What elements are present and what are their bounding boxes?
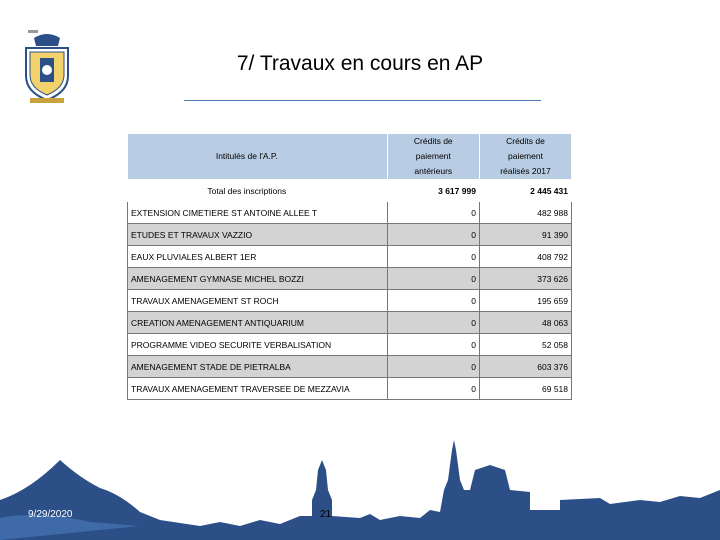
row-label: EAUX PLUVIALES ALBERT 1ER: [128, 246, 388, 268]
column-header-realised: [479, 134, 571, 180]
column-header-prior-line: paiement: [415, 151, 451, 161]
title-divider: [184, 100, 541, 101]
table-row: [128, 334, 572, 356]
table-row: [128, 246, 572, 268]
table-row: [128, 268, 572, 290]
column-header-prior-line: antérieurs: [414, 166, 453, 176]
column-header-label: Intitulés de l'A.P.: [128, 134, 388, 180]
table-row: [128, 312, 572, 334]
row-prior: 0: [387, 268, 479, 290]
row-prior: 0: [387, 224, 479, 246]
ap-table: [127, 133, 572, 400]
total-label: Total des inscriptions: [128, 180, 388, 202]
page-title: 7/ Travaux en cours en AP: [236, 52, 484, 75]
row-prior: 0: [387, 334, 479, 356]
footer-date: 9/29/2020: [28, 509, 73, 520]
row-prior: 0: [387, 202, 479, 224]
city-crest-icon: [20, 28, 74, 104]
row-label: AMENAGEMENT STADE DE PIETRALBA: [128, 356, 388, 378]
page-number: 21: [320, 509, 332, 520]
total-prior: 3 617 999: [387, 180, 479, 202]
row-realised: 195 659: [479, 290, 571, 312]
table-header-row: [128, 134, 572, 180]
row-prior: 0: [387, 356, 479, 378]
ajaccio-skyline-icon: [0, 430, 720, 540]
row-prior: 0: [387, 312, 479, 334]
row-realised: 408 792: [479, 246, 571, 268]
table-row: [128, 378, 572, 400]
row-realised: 48 063: [479, 312, 571, 334]
column-header-realised-line: Crédits de: [506, 136, 545, 146]
total-realised: 2 445 431: [479, 180, 571, 202]
row-prior: 0: [387, 290, 479, 312]
column-header-realised-line: réalisés 2017: [500, 166, 551, 176]
row-label: PROGRAMME VIDEO SECURITE VERBALISATION: [128, 334, 388, 356]
row-realised: 69 518: [479, 378, 571, 400]
row-label: ETUDES ET TRAVAUX VAZZIO: [128, 224, 388, 246]
column-header-prior-line: Crédits de: [413, 136, 453, 146]
row-realised: 603 376: [479, 356, 571, 378]
row-label: AMENAGEMENT GYMNASE MICHEL BOZZI: [128, 268, 388, 290]
row-label: TRAVAUX AMENAGEMENT ST ROCH: [128, 290, 388, 312]
row-realised: 373 626: [479, 268, 571, 290]
row-prior: 0: [387, 246, 479, 268]
table-row: [128, 356, 572, 378]
row-prior: 0: [387, 378, 479, 400]
row-label: EXTENSION CIMETIERE ST ANTOINE ALLEE T: [128, 202, 388, 224]
row-realised: 482 988: [479, 202, 571, 224]
table-row: [128, 290, 572, 312]
row-label: TRAVAUX AMENAGEMENT TRAVERSEE DE MEZZAVIA: [128, 378, 388, 400]
table-row: [128, 224, 572, 246]
column-header-prior: [387, 134, 479, 180]
column-header-realised-line: paiement: [507, 151, 543, 161]
row-realised: 52 058: [479, 334, 571, 356]
total-row: [128, 180, 572, 202]
row-realised: 91 390: [479, 224, 571, 246]
row-label: CREATION AMENAGEMENT ANTIQUARIUM: [128, 312, 388, 334]
table-row: [128, 202, 572, 224]
